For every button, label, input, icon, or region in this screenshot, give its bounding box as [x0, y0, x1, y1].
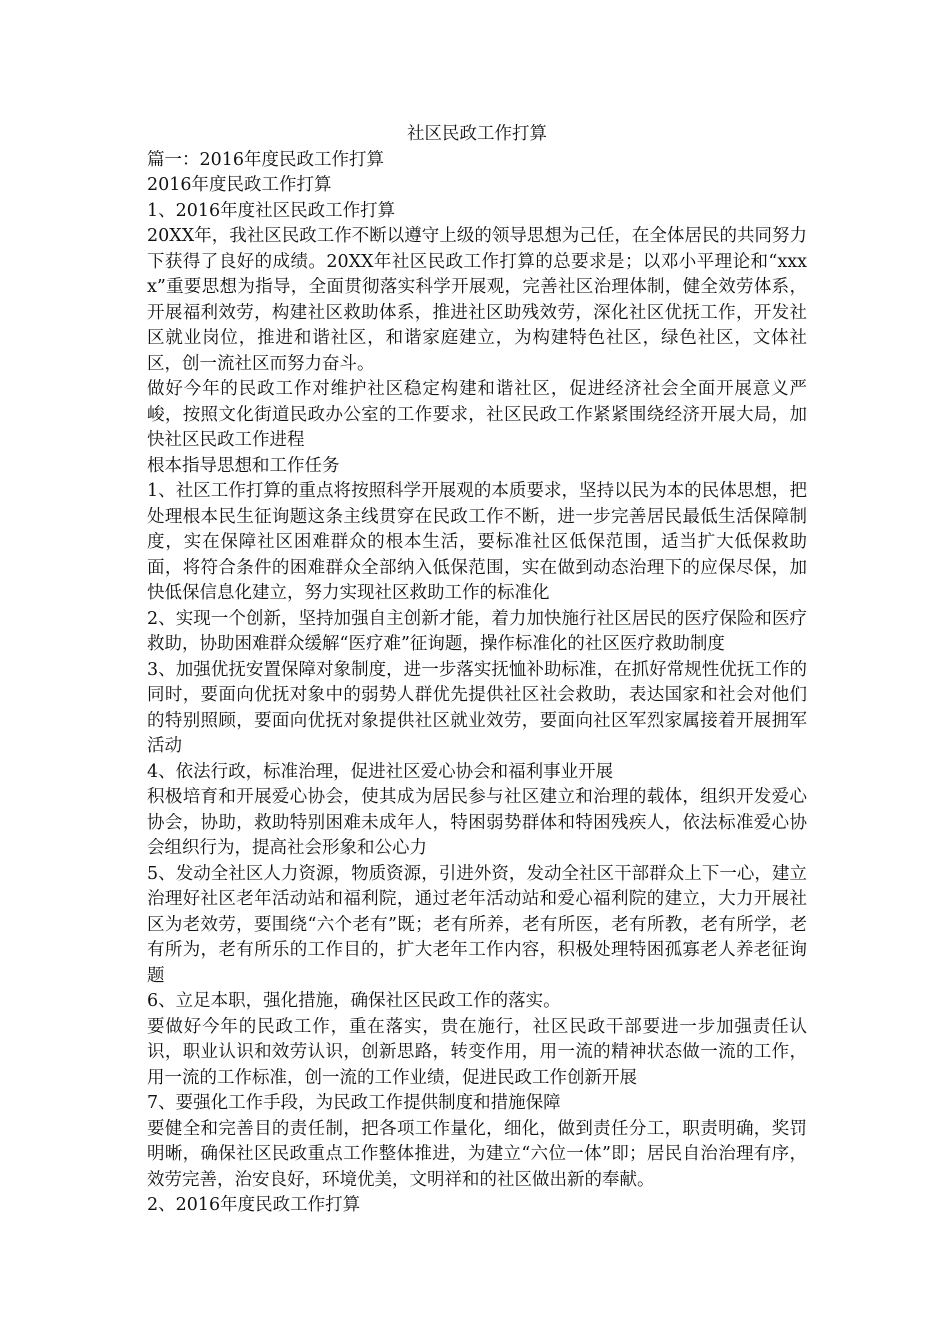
document-title: 社区民政工作打算 [407, 124, 547, 144]
document-page [147, 122, 807, 1219]
body-paragraph: 5、发动全社区人力资源，物质资源，引进外资，发动全社区干部群众上下一心，建立治理好社区老年活动站和福利院，通过老年活动站和爱心福利院的建立，大力开展社区为老效劳，要围绕“六个老有”既；老有所养，老有所医，老有所教，老有所学，老有所为，老有所乐的工作目的，扩大老年工作内容，积极处理特困孤寡老人养老征询题 [147, 863, 807, 986]
item-heading: 7、要强化工作手段，为民政工作提供制度和措施保障 [147, 1093, 561, 1113]
body-paragraph: 积极培育和开展爱心协会，使其成为居民参与社区建立和治理的载体，组织开发爱心协会，协助，救助特别困难未成年人，特困弱势群体和特困残疾人，依法标准爱心协会组织行为，提高社会形象和公心力 [147, 787, 807, 858]
body-paragraph: 2、实现一个创新，坚持加强自主创新才能，着力加快施行社区居民的医疗保险和医疗救助，协助困难群众缓解“医疗难”征询题，操作标准化的社区医疗救助制度 [147, 608, 807, 654]
body-paragraph: 要做好今年的民政工作，重在落实，贵在施行，社区民政干部要进一步加强责任认识，职业认识和效劳认识，创新思路，转变作用，用一流的精神状态做一流的工作，用一流的工作标准，创一流的工作业绩，促进民政工作创新开展 [147, 1016, 807, 1088]
section-subheading: 2016年度民政工作打算 [147, 175, 332, 195]
item-heading: 2、2016年度民政工作打算 [147, 1195, 361, 1215]
section-heading: 根本指导思想和工作任务 [147, 455, 340, 476]
item-heading: 1、2016年度社区民政工作打算 [147, 200, 396, 221]
body-paragraph: 3、加强优抚安置保障对象制度，进一步落实抚恤补助标准，在抓好常规性优抚工作的同时，要面向优抚对象中的弱势人群优先提供社区社会救助，表达国家和社会对他们的特别照顾，要面向优抚对象提供社区就业效劳，要面向社区军烈家属接着开展拥军活动 [147, 659, 807, 756]
body-paragraph: 要健全和完善目的责任制，把各项工作量化，细化，做到责任分工，职责明确，奖罚明晰，确保社区民政重点工作整体推进，为建立“六位一体”即；居民自治治理有序，效劳完善，治安良好，环境优美，文明祥和的社区做出新的奉献。 [147, 1118, 807, 1190]
item-heading: 6、立足本职，强化措施，确保社区民政工作的落实。 [147, 991, 561, 1011]
body-paragraph: 做好今年的民政工作对维护社区稳定构建和谐社区，促进经济社会全面开展意义严峻，按照文化街道民政办公室的工作要求，社区民政工作紧紧围绕经济开展大局，加快社区民政工作进程 [147, 379, 807, 450]
section-heading: 篇一：2016年度民政工作打算 [147, 149, 385, 170]
body-paragraph: 20XX年，我社区民政工作不断以遵守上级的领导思想为己任，在全体居民的共同努力下获得了良好的成绩。20XX年社区民政工作打算的总要求是；以邓小平理论和“xxxx”重要思想为指导，全面贯彻落实科学开展观，完善社区治理体制，健全效劳体系，开展福利效劳，构建社区救助体系，推进社区助残效劳，深化社区优抚工作，开发社区就业岗位，推进和谐社区，和谐家庭建立，为构建特色社区，绿色社区，文体社区，创一流社区而努力奋斗。 [147, 226, 807, 374]
item-heading: 4、依法行政，标准治理，促进社区爱心协会和福利事业开展 [147, 761, 614, 782]
body-paragraph: 1、社区工作打算的重点将按照科学开展观的本质要求，坚持以民为本的民体思想，把处理根本民生征询题这条主线贯穿在民政工作不断，进一步完善居民最低生活保障制度，实在保障社区困难群众的根本生活，要标准社区低保范围，适当扩大低保救助面，将符合条件的困难群众全部纳入低保范围，实在做到动态治理下的应保尽保，加快低保信息化建立，努力实现社区救助工作的标准化 [147, 481, 807, 603]
